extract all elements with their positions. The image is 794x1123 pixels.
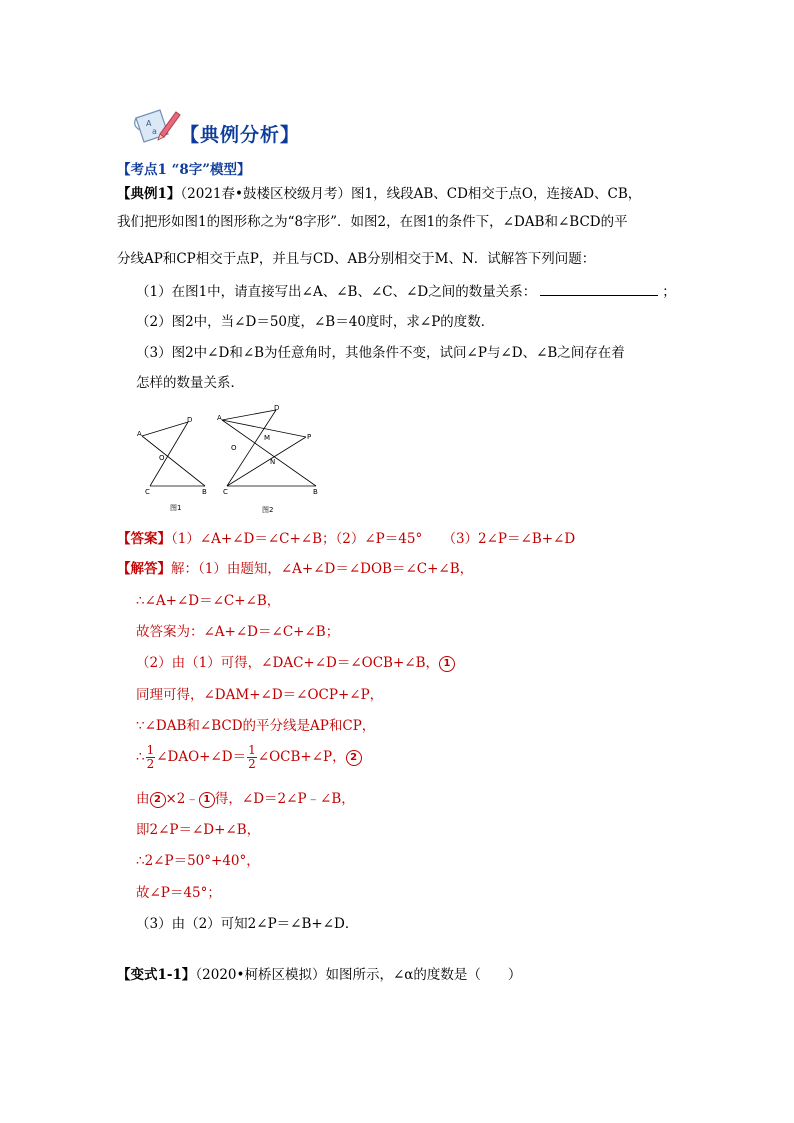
solution-line-8-start: 由 — [136, 791, 150, 807]
fig2-label-o: O — [231, 444, 237, 452]
answer-blank — [540, 283, 658, 296]
solution-line-7 — [136, 744, 362, 771]
fraction-half-2: $\frac{1}{2}$ — [248, 743, 256, 771]
solution-line-10: ∴2∠P＝50°+40°， — [136, 853, 260, 869]
question-2: （2）图2中，当∠D＝50度，∠B＝40度时，求∠P的度数． — [136, 314, 495, 330]
kaodian-heading: 【考点1 “8字”模型】 — [117, 162, 251, 178]
variant-text: （2020•柯桥区模拟）如图所示，∠α的度数是（ ） — [195, 967, 522, 983]
question-1 — [136, 283, 676, 301]
variant-line — [117, 966, 521, 984]
solution-line-8 — [136, 790, 355, 808]
question-3-line-2: 怎样的数量关系． — [136, 375, 244, 391]
solution-line-2: ∴∠A+∠D＝∠C+∠B， — [136, 593, 281, 609]
fig1-label-a: A — [137, 430, 142, 438]
solution-line-12: （3）由（2）可知2∠P＝∠B+∠D． — [136, 916, 359, 932]
answer-text: （1）∠A+∠D＝∠C+∠B；（2）∠P＝45° （3）2∠P＝∠B+∠D — [171, 531, 576, 547]
solution-line-11: 故∠P＝45°； — [136, 885, 221, 901]
solution-line-4 — [136, 654, 455, 672]
fig1-caption: 图1 — [170, 504, 182, 512]
answer-tag: 【答案】 — [117, 531, 171, 547]
fig2-caption: 图2 — [262, 506, 274, 514]
fig2-label-p: P — [307, 433, 312, 441]
solution-line-8-mid: ×2﹣ — [165, 791, 199, 807]
circled-number-2b: 2 — [150, 792, 166, 808]
fig2-label-c: C — [223, 488, 228, 496]
circled-number-1: 1 — [439, 656, 455, 672]
solution-line-3: 故答案为：∠A+∠D＝∠C+∠B； — [136, 624, 340, 640]
solution-line-9: 即2∠P＝∠D+∠B， — [136, 822, 261, 838]
fig1-label-o: O — [159, 454, 165, 462]
solution-line-7-part-2: ∠OCB+∠P， — [257, 749, 346, 765]
fraction-half-1: $\frac{1}{2}$ — [146, 743, 155, 771]
solution-line-4-text: （2）由（1）可得，∠DAC+∠D＝∠OCB+∠B， — [136, 655, 440, 671]
figure-1 — [130, 410, 220, 520]
solution-line-1-text: 解：（1）由题知，∠A+∠D＝∠DOB＝∠C+∠B， — [171, 561, 474, 577]
fig2-label-b: B — [313, 488, 318, 496]
question-3-line-1: （3）图2中∠D和∠B为任意角时，其他条件不变，试问∠P与∠D、∠B之间存在着 — [136, 345, 625, 361]
section-banner-title: 【典例分析】 — [180, 124, 301, 146]
solution-line-5: 同理可得，∠DAM+∠D＝∠OCP+∠P， — [136, 687, 384, 703]
example-line-3: 分线AP和CP相交于点P，并且与CD、AB分别相交于M、N．试解答下列问题： — [117, 251, 596, 267]
example-line-1 — [117, 185, 641, 203]
solution-line-7-part-1: ∠DAO+∠D＝ — [156, 749, 247, 765]
fig1-label-b: B — [202, 488, 207, 496]
banner-icon — [130, 104, 182, 146]
figure-2 — [210, 402, 330, 520]
solution-line-6: ∵∠DAB和∠BCD的平分线是AP和CP， — [136, 718, 376, 734]
svg-text:a: a — [152, 127, 157, 136]
example-line-1-text: （2021春•鼓楼区校级月考）图1，线段AB、CD相交于点O，连接AD、CB， — [180, 186, 642, 202]
fig2-label-d: D — [274, 404, 280, 412]
solution-line-1 — [117, 560, 473, 578]
circled-number-2: 2 — [346, 750, 362, 766]
variant-tag: 【变式1-1】 — [117, 967, 196, 983]
fig2-label-m: M — [264, 434, 271, 442]
svg-text:A: A — [146, 119, 152, 128]
question-1-text: （1）在图1中，请直接写出∠A、∠B、∠C、∠D之间的数量关系： — [136, 284, 537, 300]
fig1-label-d: D — [187, 416, 193, 424]
fig2-label-n: N — [270, 458, 276, 466]
therefore-symbol: ∴ — [136, 749, 145, 765]
question-1-end: ； — [662, 284, 676, 300]
circled-number-1b: 1 — [199, 792, 215, 808]
fig2-label-a: A — [217, 414, 222, 422]
example-line-2: 我们把形如图1的图形称之为“8字形”．如图2，在图1的条件下，∠DAB和∠BCD的平 — [117, 214, 628, 230]
fig1-label-c: C — [145, 488, 150, 496]
answer-line — [117, 530, 575, 548]
solution-line-8-end: 得，∠D＝2∠P﹣∠B， — [214, 791, 355, 807]
solution-tag: 【解答】 — [117, 561, 171, 577]
example-tag: 【典例1】 — [117, 186, 181, 202]
